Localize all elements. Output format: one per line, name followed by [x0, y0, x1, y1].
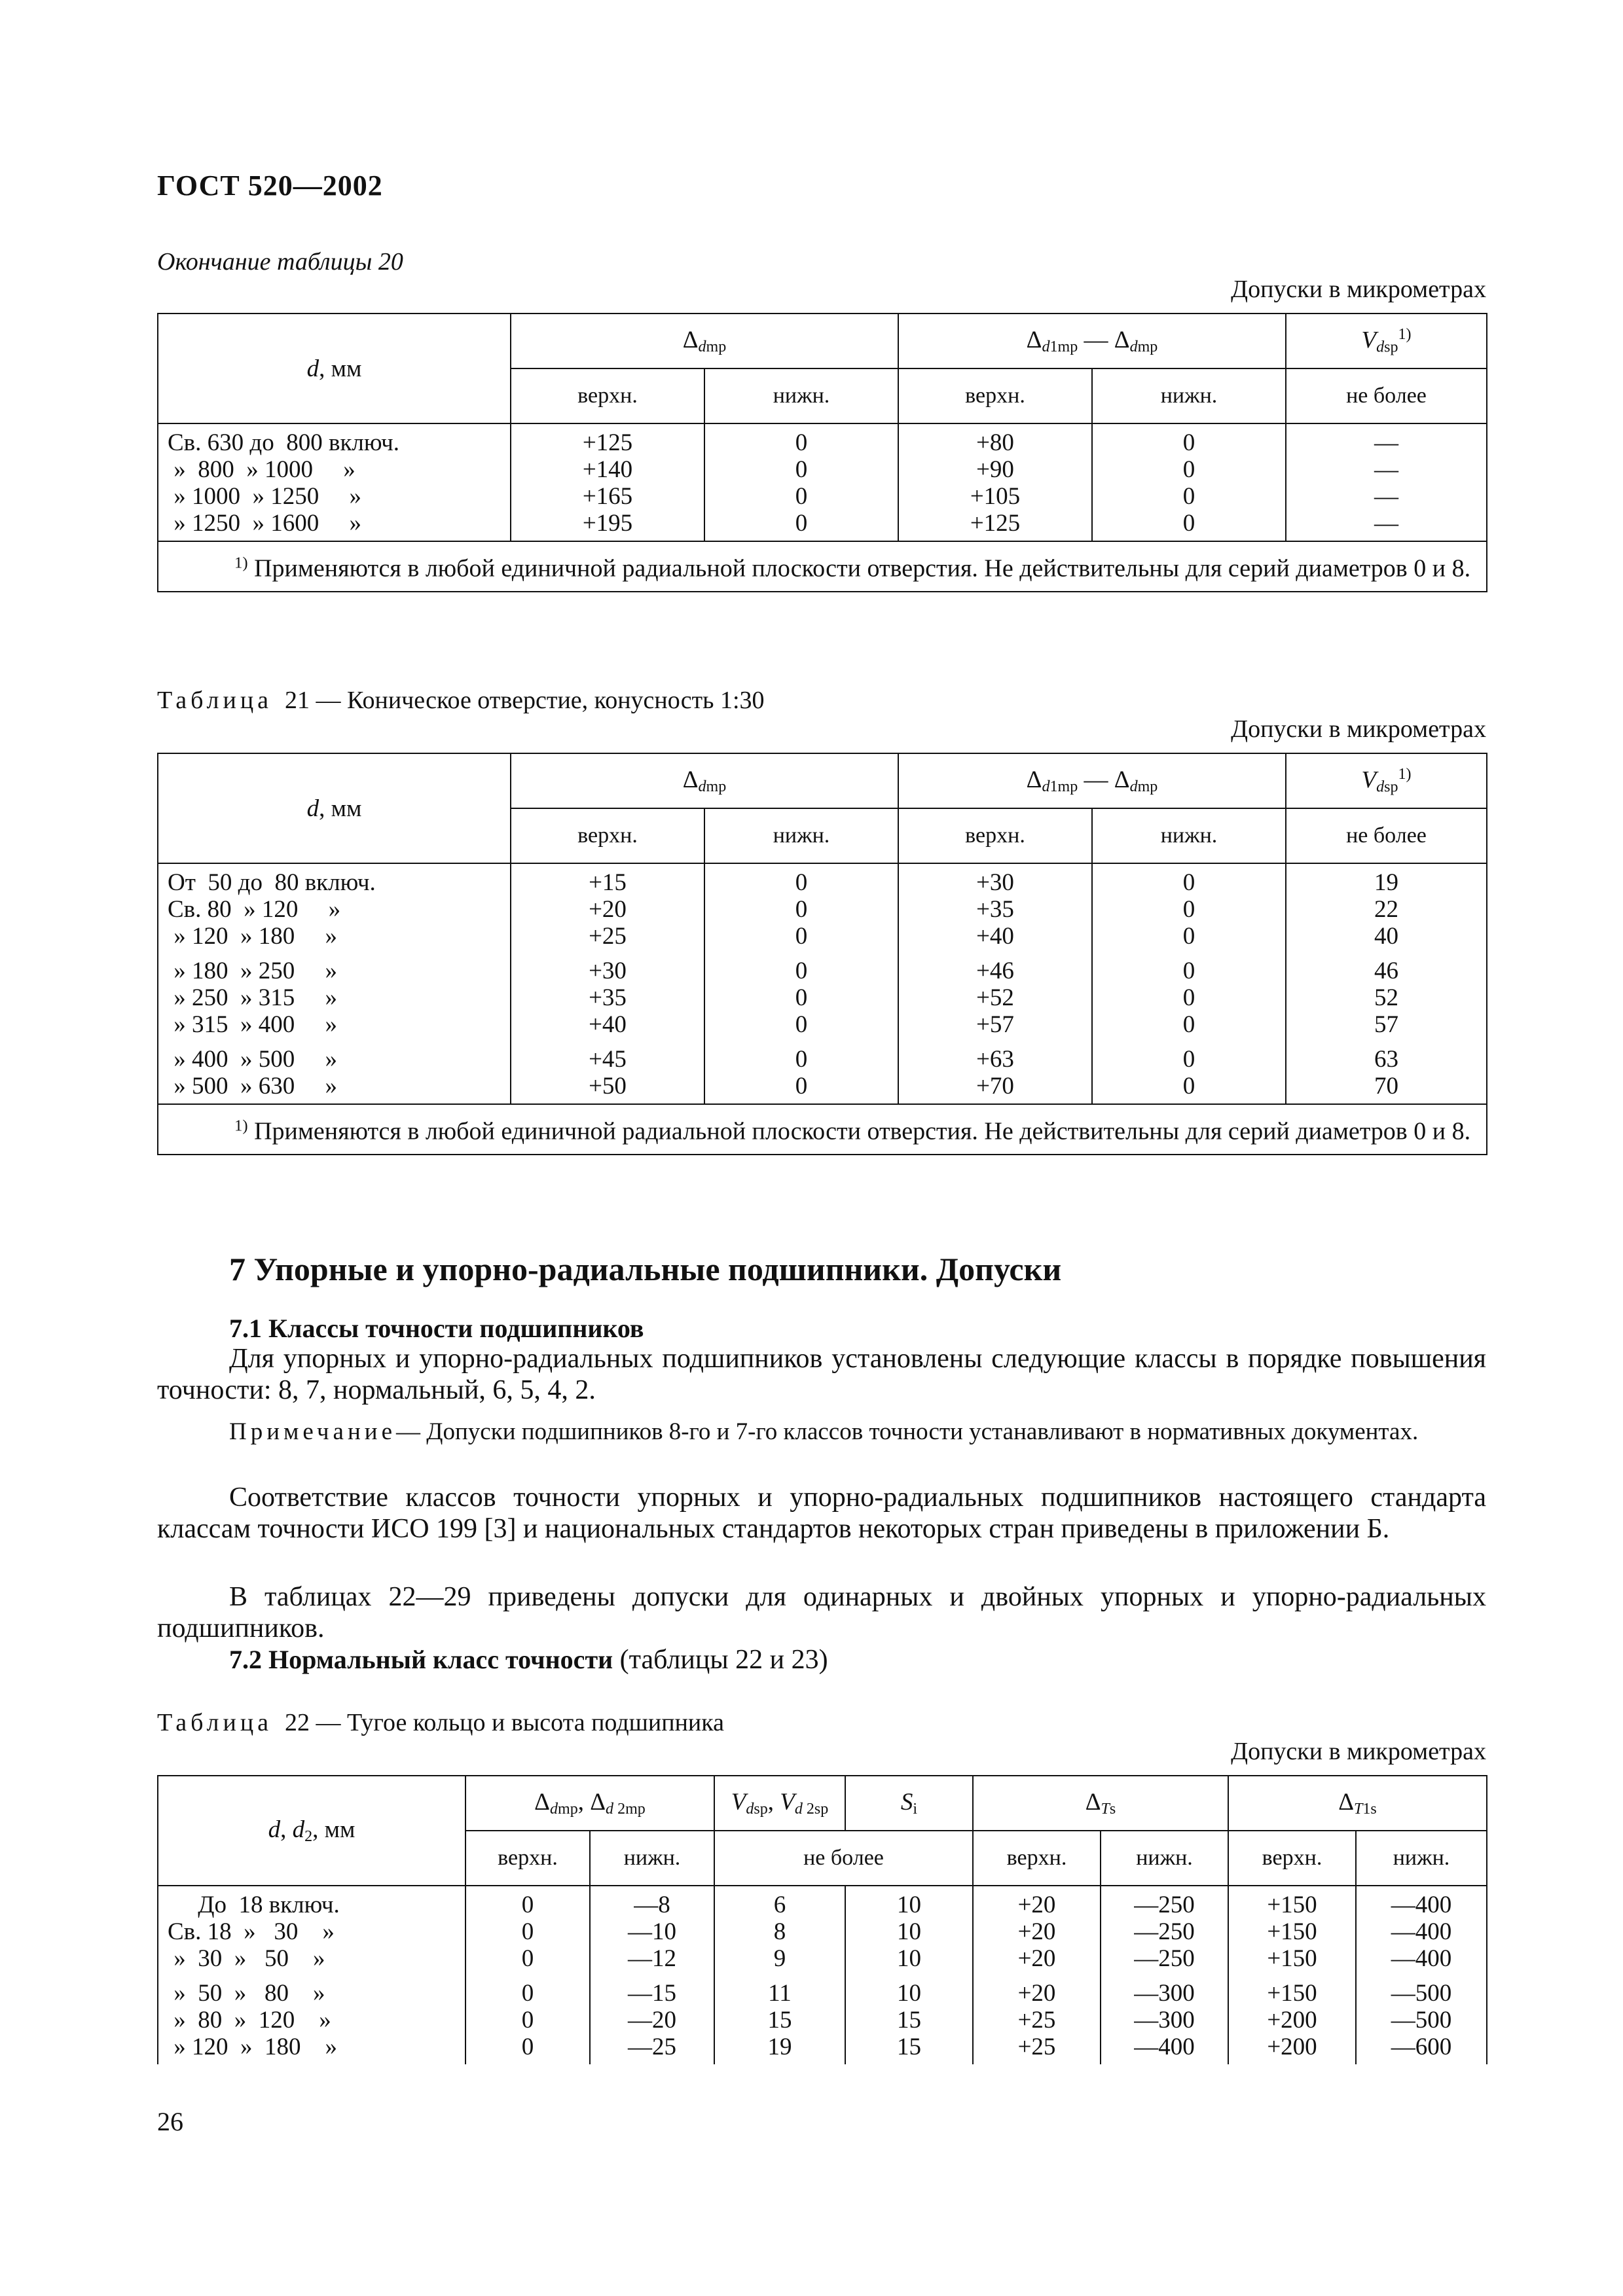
cell-value: +52: [976, 984, 1014, 1011]
cell-value: 10: [897, 1980, 921, 2007]
cell-value: —10: [628, 1918, 676, 1945]
cell-value: —25: [628, 2034, 676, 2060]
cell-value: 0: [521, 2034, 534, 2060]
cell-value: » 30 » 50 »: [168, 1945, 325, 1972]
cell-v: [714, 1886, 845, 2064]
cell-value: +50: [589, 1073, 627, 1100]
cell-value: +20: [1017, 1918, 1056, 1945]
subsection-tail: (таблицы 22 и 23): [619, 1645, 828, 1675]
cell-d: [158, 1886, 465, 2064]
cell-value: +30: [589, 958, 627, 984]
cell-value: » 800 » 1000 »: [168, 456, 356, 483]
cell-value: 0: [1182, 984, 1195, 1011]
cell-value: —250: [1134, 1945, 1195, 1972]
col-header-lower: нижн.: [704, 368, 898, 423]
cell-value: 0: [795, 1073, 808, 1100]
subsection-line: [157, 1644, 1486, 1676]
col-header-v: $V_{dsp}^{1)}$: [1286, 314, 1487, 368]
cell-value: 0: [1182, 1073, 1195, 1100]
subsection-title: 7.1 Классы точности подшипников: [229, 1314, 644, 1343]
cell-value: +80: [976, 429, 1014, 456]
cell-value: 0: [521, 1945, 534, 1972]
cell-u1: [465, 1886, 590, 2064]
cell-value: 40: [1374, 923, 1398, 950]
cell-value: +25: [1017, 2007, 1056, 2034]
cell-value: +20: [1017, 1980, 1056, 2007]
cell-value: +200: [1267, 2034, 1317, 2060]
cell-value: 6: [773, 1892, 786, 1918]
cell-value: 63: [1374, 1046, 1398, 1073]
cell-value: 10: [897, 1918, 921, 1945]
cell-value: —600: [1391, 2034, 1452, 2060]
cell-value: +40: [589, 1011, 627, 1038]
cell-l2: [1092, 863, 1286, 1104]
cell-value: —: [1374, 429, 1398, 456]
cell-value: » 400 » 500 »: [168, 1046, 337, 1073]
table21-footnote: [158, 1104, 1487, 1155]
col-header-upper: верхн.: [465, 1831, 590, 1886]
cell-value: 0: [795, 984, 808, 1011]
cell-value: +20: [1017, 1945, 1056, 1972]
note-text: — Допуски подшипников 8-го и 7-го классов точности устанавливают в нормативных документах.: [396, 1418, 1419, 1445]
cell-value: 0: [795, 958, 808, 984]
cell-value: 0: [795, 923, 808, 950]
cell-value: 0: [795, 869, 808, 896]
cell-value: +57: [976, 1011, 1014, 1038]
col-header-si: $S_i$: [845, 1776, 973, 1831]
cell-v: [1286, 423, 1487, 541]
cell-value: 0: [795, 896, 808, 923]
paragraph: [157, 1581, 1486, 1644]
cell-value: —400: [1391, 1892, 1452, 1918]
col-header-upper: верхн.: [973, 1831, 1101, 1886]
cell-value: —8: [634, 1892, 670, 1918]
cell-value: » 180 » 250 »: [168, 958, 337, 984]
cell-value: +150: [1267, 1918, 1317, 1945]
cell-value: 0: [1182, 923, 1195, 950]
paragraph: [157, 1343, 1486, 1406]
cell-value: —400: [1391, 1945, 1452, 1972]
cell-value: От 50 до 80 включ.: [168, 869, 376, 896]
cell-value: +20: [1017, 1892, 1056, 1918]
col-header-d: d, мм: [158, 753, 511, 863]
cell-value: Св. 80 » 120 »: [168, 896, 341, 923]
table22: [157, 1775, 1487, 2064]
col-header-no-more: не более: [714, 1831, 973, 1886]
footnote-mark: 1): [234, 1117, 248, 1134]
cell-value: 0: [1182, 958, 1195, 984]
cell-value: » 500 » 630 »: [168, 1073, 337, 1100]
cell-value: 8: [773, 1918, 786, 1945]
cell-value: » 1250 » 1600 »: [168, 510, 361, 537]
cell-value: 57: [1374, 1011, 1398, 1038]
cell-l2: [1101, 1886, 1228, 2064]
table20-caption: Окончание таблицы 20: [157, 248, 403, 276]
cell-value: 22: [1374, 896, 1398, 923]
col-header-lower: нижн.: [1092, 808, 1286, 863]
cell-value: +105: [970, 483, 1021, 510]
subsection-title: 7.2 Нормальный класс точности: [229, 1645, 613, 1674]
cell-value: 19: [767, 2034, 792, 2060]
cell-value: —400: [1391, 1918, 1452, 1945]
col-header-v: $V_{dsp}$, $V_{d 2sp}$: [714, 1776, 845, 1831]
caption-text: 22 — Тугое кольцо и высота подшипника: [285, 1709, 725, 1736]
cell-value: —15: [628, 1980, 676, 2007]
cell-v: [1286, 863, 1487, 1104]
col-header-upper: верхн.: [511, 368, 704, 423]
cell-value: Св. 18 » 30 »: [168, 1918, 335, 1945]
cell-value: 0: [795, 483, 808, 510]
cell-value: 0: [795, 1011, 808, 1038]
col-header-dmp: $\Delta_{dmp}$: [511, 753, 898, 808]
table20-units: Допуски в микрометрах: [1231, 276, 1486, 303]
cell-value: 0: [1182, 896, 1195, 923]
cell-value: » 50 » 80 »: [168, 1980, 325, 2007]
cell-value: 0: [1182, 869, 1195, 896]
note-label: Примечание: [229, 1418, 396, 1445]
cell-value: 15: [897, 2034, 921, 2060]
cell-value: +70: [976, 1073, 1014, 1100]
footnote-mark: 1): [234, 554, 248, 571]
cell-d: [158, 423, 511, 541]
cell-d: [158, 863, 511, 1104]
col-header-diff: $\Delta_{d1mp}$ — $\Delta_{dmp}$: [898, 314, 1286, 368]
cell-value: +46: [976, 958, 1014, 984]
cell-value: +15: [589, 869, 627, 896]
cell-value: +165: [582, 483, 633, 510]
footnote-text: Применяются в любой единичной радиальной плоскости отверстия. Не действительны для серий диаметров 0 и 8.: [254, 1117, 1471, 1145]
table20-footnote: [158, 541, 1487, 592]
cell-u1: [511, 863, 704, 1104]
cell-value: +200: [1267, 2007, 1317, 2034]
cell-value: —12: [628, 1945, 676, 1972]
cell-value: +140: [582, 456, 633, 483]
document-header: ГОСТ 520—2002: [157, 170, 383, 202]
col-header-upper: верхн.: [898, 368, 1092, 423]
table20: [157, 313, 1487, 592]
cell-value: Св. 630 до 800 включ.: [168, 429, 399, 456]
page-number: 26: [157, 2107, 183, 2136]
cell-value: 15: [897, 2007, 921, 2034]
cell-value: 0: [1182, 1011, 1195, 1038]
cell-value: +40: [976, 923, 1014, 950]
cell-value: 0: [795, 1046, 808, 1073]
cell-value: +195: [582, 510, 633, 537]
cell-l2: [1092, 423, 1286, 541]
cell-value: 0: [521, 1918, 534, 1945]
col-header-v: $V_{dsp}^{1)}$: [1286, 753, 1487, 808]
col-header-lower: нижн.: [1356, 1831, 1487, 1886]
table-row-group: [158, 423, 1487, 541]
col-header-upper: верхн.: [511, 808, 704, 863]
col-header-upper: верхн.: [1228, 1831, 1356, 1886]
caption-word: Таблица: [157, 687, 273, 714]
col-header-upper: верхн.: [898, 808, 1092, 863]
col-header-dmp: $\Delta_{dmp}$, $\Delta_{d 2mp}$: [465, 1776, 714, 1831]
col-header-dmp: $\Delta_{dmp}$: [511, 314, 898, 368]
cell-value: —250: [1134, 1918, 1195, 1945]
cell-value: +63: [976, 1046, 1014, 1073]
cell-value: » 120 » 180 »: [168, 2034, 337, 2060]
caption-text: 21 — Коническое отверстие, конусность 1:30: [285, 687, 765, 714]
cell-value: +20: [589, 896, 627, 923]
cell-value: 9: [773, 1945, 786, 1972]
paragraph-text: В таблицах 22—29 приведены допуски для одинарных и двойных упорных и упорно-радиальных подшипников.: [157, 1582, 1486, 1643]
cell-value: +30: [976, 869, 1014, 896]
table22-units: Допуски в микрометрах: [1231, 1738, 1486, 1765]
paragraph-text: Соответствие классов точности упорных и упорно-радиальных подшипников настоящего стандарта классам точности ИСО 199 [3] и национальных стандартов некоторых стран приведены в приложении Б.: [157, 1482, 1486, 1544]
cell-value: +125: [970, 510, 1021, 537]
table22-caption: [157, 1708, 724, 1737]
cell-value: +150: [1267, 1980, 1317, 2007]
col-header-d: d, $d_2$, мм: [158, 1776, 465, 1886]
cell-value: 19: [1374, 869, 1398, 896]
cell-value: 11: [768, 1980, 792, 2007]
cell-value: +25: [1017, 2034, 1056, 2060]
cell-value: +90: [976, 456, 1014, 483]
cell-value: —500: [1391, 1980, 1452, 2007]
cell-value: —500: [1391, 2007, 1452, 2034]
cell-value: » 1000 » 1250 »: [168, 483, 361, 510]
cell-value: +150: [1267, 1892, 1317, 1918]
cell-value: 0: [795, 429, 808, 456]
cell-value: 0: [1182, 456, 1195, 483]
cell-value: 0: [1182, 483, 1195, 510]
cell-si: [845, 1886, 973, 2064]
col-header-no-more: не более: [1286, 808, 1487, 863]
table21: [157, 753, 1487, 1155]
section-title: 7 Упорные и упорно-радиальные подшипники. Допуски: [229, 1251, 1062, 1287]
cell-value: —: [1374, 510, 1398, 537]
cell-value: 46: [1374, 958, 1398, 984]
cell-value: —: [1374, 483, 1398, 510]
col-header-lower: нижн.: [590, 1831, 714, 1886]
document-page: [157, 0, 1486, 2296]
cell-value: 0: [521, 1892, 534, 1918]
cell-value: +35: [589, 984, 627, 1011]
col-header-no-more: не более: [1286, 368, 1487, 423]
cell-value: +125: [582, 429, 633, 456]
cell-value: +25: [589, 923, 627, 950]
cell-u2: [898, 863, 1092, 1104]
cell-value: 10: [897, 1945, 921, 1972]
col-header-lower: нижн.: [1101, 1831, 1228, 1886]
cell-value: —250: [1134, 1892, 1195, 1918]
caption-word: Таблица: [157, 1709, 273, 1736]
cell-value: До 18 включ.: [168, 1892, 340, 1918]
note: [157, 1418, 1486, 1446]
paragraph-text: Для упорных и упорно-радиальных подшипников установлены следующие классы в порядке повышения точности: 8, 7, нормальный, 6, 5, 4, 2.: [157, 1344, 1486, 1405]
cell-value: » 250 » 315 »: [168, 984, 337, 1011]
cell-value: +35: [976, 896, 1014, 923]
col-header-diff: $\Delta_{d1mp}$ — $\Delta_{dmp}$: [898, 753, 1286, 808]
cell-value: 0: [795, 456, 808, 483]
cell-value: » 80 » 120 »: [168, 2007, 331, 2034]
cell-value: +45: [589, 1046, 627, 1073]
cell-value: » 120 » 180 »: [168, 923, 337, 950]
table21-units: Допуски в микрометрах: [1231, 715, 1486, 743]
cell-value: +150: [1267, 1945, 1317, 1972]
cell-value: 52: [1374, 984, 1398, 1011]
cell-u2: [973, 1886, 1101, 2064]
table-row-group: [158, 1886, 1487, 2064]
cell-u1: [511, 423, 704, 541]
cell-l1: [590, 1886, 714, 2064]
cell-value: 0: [521, 1980, 534, 2007]
cell-value: 0: [1182, 1046, 1195, 1073]
cell-value: 0: [1182, 510, 1195, 537]
cell-value: —400: [1134, 2034, 1195, 2060]
col-header-d: d, мм: [158, 314, 511, 423]
cell-l1: [704, 423, 898, 541]
cell-value: 0: [795, 510, 808, 537]
col-header-ts: $\Delta_{Ts}$: [973, 1776, 1228, 1831]
cell-value: 0: [1182, 429, 1195, 456]
table21-caption: [157, 686, 765, 715]
cell-l1: [704, 863, 898, 1104]
cell-value: —300: [1134, 1980, 1195, 2007]
table-row-group: [158, 863, 1487, 1104]
cell-u2: [898, 423, 1092, 541]
cell-value: » 315 » 400 »: [168, 1011, 337, 1038]
cell-value: 70: [1374, 1073, 1398, 1100]
cell-value: —300: [1134, 2007, 1195, 2034]
cell-value: 0: [521, 2007, 534, 2034]
cell-l3: [1356, 1886, 1487, 2064]
col-header-lower: нижн.: [1092, 368, 1286, 423]
col-header-lower: нижн.: [704, 808, 898, 863]
cell-value: 15: [767, 2007, 792, 2034]
cell-value: —: [1374, 456, 1398, 483]
cell-u3: [1228, 1886, 1356, 2064]
col-header-t1s: $\Delta_{T1s}$: [1228, 1776, 1487, 1831]
cell-value: —20: [628, 2007, 676, 2034]
cell-value: 10: [897, 1892, 921, 1918]
footnote-text: Применяются в любой единичной радиальной плоскости отверстия. Не действительны для серий диаметров 0 и 8.: [254, 554, 1471, 583]
paragraph: [157, 1482, 1486, 1545]
